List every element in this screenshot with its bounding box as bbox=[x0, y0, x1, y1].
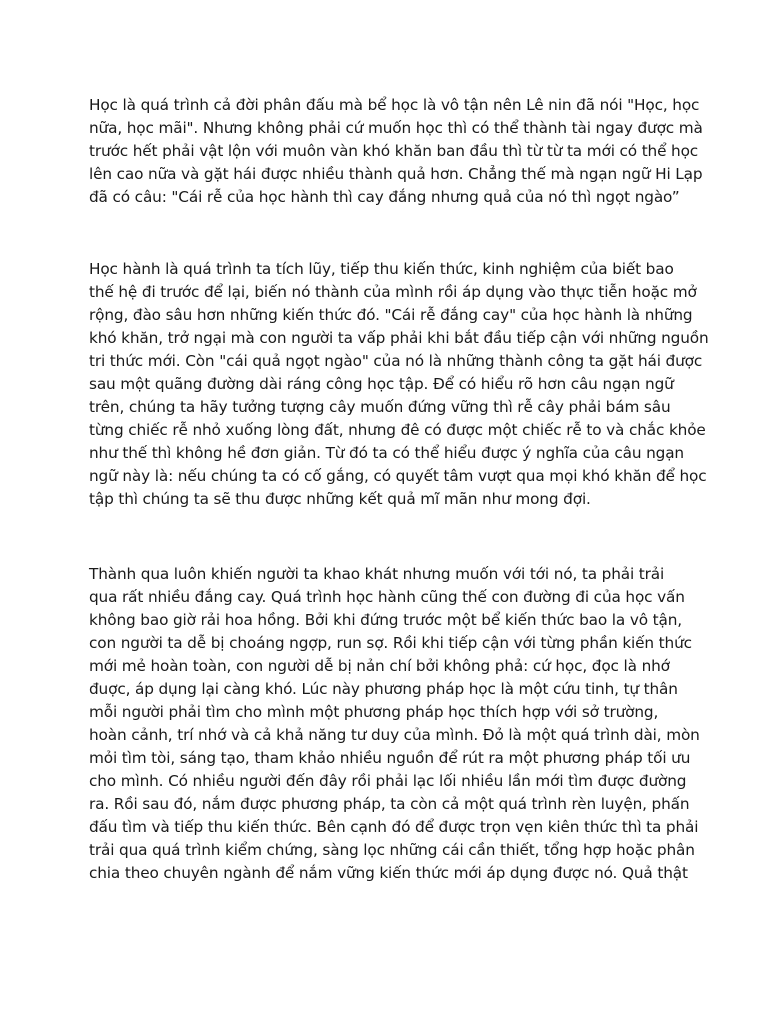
text-line: cho mình. Có nhiều người đến đây rồi phải lạc lối nhiều lần mới tìm được đường bbox=[89, 772, 687, 790]
text-line: tri thức mới. Còn "cái quả ngọt ngào" của nó là những thành công ta gặt hái được bbox=[89, 352, 703, 370]
text-line: con người ta dễ bị choáng ngợp, run sợ. Rồi khi tiếp cận với từng phần kiến thức bbox=[89, 634, 692, 652]
paragraph-body-2 bbox=[89, 563, 700, 885]
text-line: mới mẻ hoàn toàn, con người dễ bị nản chí bởi không phả: cứ học, đọc là nhớ bbox=[89, 657, 670, 675]
text-line: lên cao nữa và gặt hái được nhiều thành quả hơn. Chẳng thế mà ngạn ngữ Hi Lạp bbox=[89, 165, 703, 183]
text-line: mỗi người phải tìm cho mình một phương pháp học thích hợp với sở trường, bbox=[89, 703, 659, 721]
text-line: đấu tìm và tiếp thu kiến thức. Bên cạnh đó để được trọn vẹn kiên thức thì ta phải bbox=[89, 818, 699, 836]
text-line: như thế thì không hề đơn giản. Từ đó ta có thể hiểu được ý nghĩa của câu ngạn bbox=[89, 444, 684, 462]
text-line: rộng, đào sâu hơn những kiến thức đó. "Cái rễ đắng cay" của học hành là những bbox=[89, 306, 693, 324]
text-line: chia theo chuyên ngành để nắm vững kiến thức mới áp dụng được nó. Quả thật bbox=[89, 864, 688, 882]
text-line: đã có câu: "Cái rễ của học hành thì cay đắng nhưng quả của nó thì ngọt ngào” bbox=[89, 188, 680, 206]
text-line: trước hết phải vật lộn với muôn vàn khó khăn ban đầu thì từ từ ta mới có thể học bbox=[89, 142, 699, 160]
paragraph-intro bbox=[89, 94, 703, 209]
text-line: Học hành là quá trình ta tích lũy, tiếp thu kiến thức, kinh nghiệm của biết bao bbox=[89, 260, 674, 278]
text-line: ra. Rồi sau đó, nắm được phương pháp, ta còn cả một quá trình rèn luyện, phấn bbox=[89, 795, 690, 813]
text-line: mỏi tìm tòi, sáng tạo, tham khảo nhiều nguồn để rút ra một phương pháp tối ưu bbox=[89, 749, 691, 767]
text-line: qua rất nhiều đắng cay. Quá trình học hành cũng thế con đường đi của học vấn bbox=[89, 588, 685, 606]
text-line: Học là quá trình cả đời phân đấu mà bể học là vô tận nên Lê nin đã nói "Học, học bbox=[89, 96, 700, 114]
text-line: tập thì chúng ta sẽ thu được những kết quả mĩ mãn như mong đợi. bbox=[89, 490, 591, 508]
text-line: ngữ này là: nếu chúng ta có cố gắng, có quyết tâm vượt qua mọi khó khăn để học bbox=[89, 467, 707, 485]
text-line: trải qua quá trình kiểm chứng, sàng lọc những cái cần thiết, tổng hợp hoặc phân bbox=[89, 841, 695, 859]
text-line: không bao giờ rải hoa hồng. Bởi khi đứng trước một bể kiến thức bao la vô tận, bbox=[89, 611, 682, 629]
text-line: Thành qua luôn khiến người ta khao khát nhưng muốn với tới nó, ta phải trải bbox=[89, 565, 665, 583]
text-line: từng chiếc rễ nhỏ xuống lòng đất, nhưng đê có được một chiếc rễ to và chắc khỏe bbox=[89, 421, 706, 439]
text-line: trên, chúng ta hãy tưởng tượng cây muốn đứng vững thì rễ cây phải bám sâu bbox=[89, 398, 671, 416]
text-line: hoàn cảnh, trí nhớ và cả khả năng tư duy của mình. Đỏ là một quá trình dài, mòn bbox=[89, 726, 700, 744]
text-line: sau một quãng đường dài ráng công học tập. Để có hiểu rõ hơn câu ngạn ngữ bbox=[89, 375, 674, 393]
text-line: nữa, học mãi". Nhưng không phải cứ muốn học thì có thể thành tài ngay được mà bbox=[89, 119, 703, 137]
text-line: đuợc, áp dụng lại càng khó. Lúc này phương pháp học là một cứu tinh, tự thân bbox=[89, 680, 678, 698]
text-line: khó khăn, trở ngại mà con người ta vấp phải khi bắt đầu tiếp cận với những nguồn bbox=[89, 329, 709, 347]
text-line: thế hệ đi trước để lại, biến nó thành của mình rồi áp dụng vào thực tiễn hoặc mở bbox=[89, 283, 697, 301]
paragraph-body-1 bbox=[89, 258, 709, 511]
